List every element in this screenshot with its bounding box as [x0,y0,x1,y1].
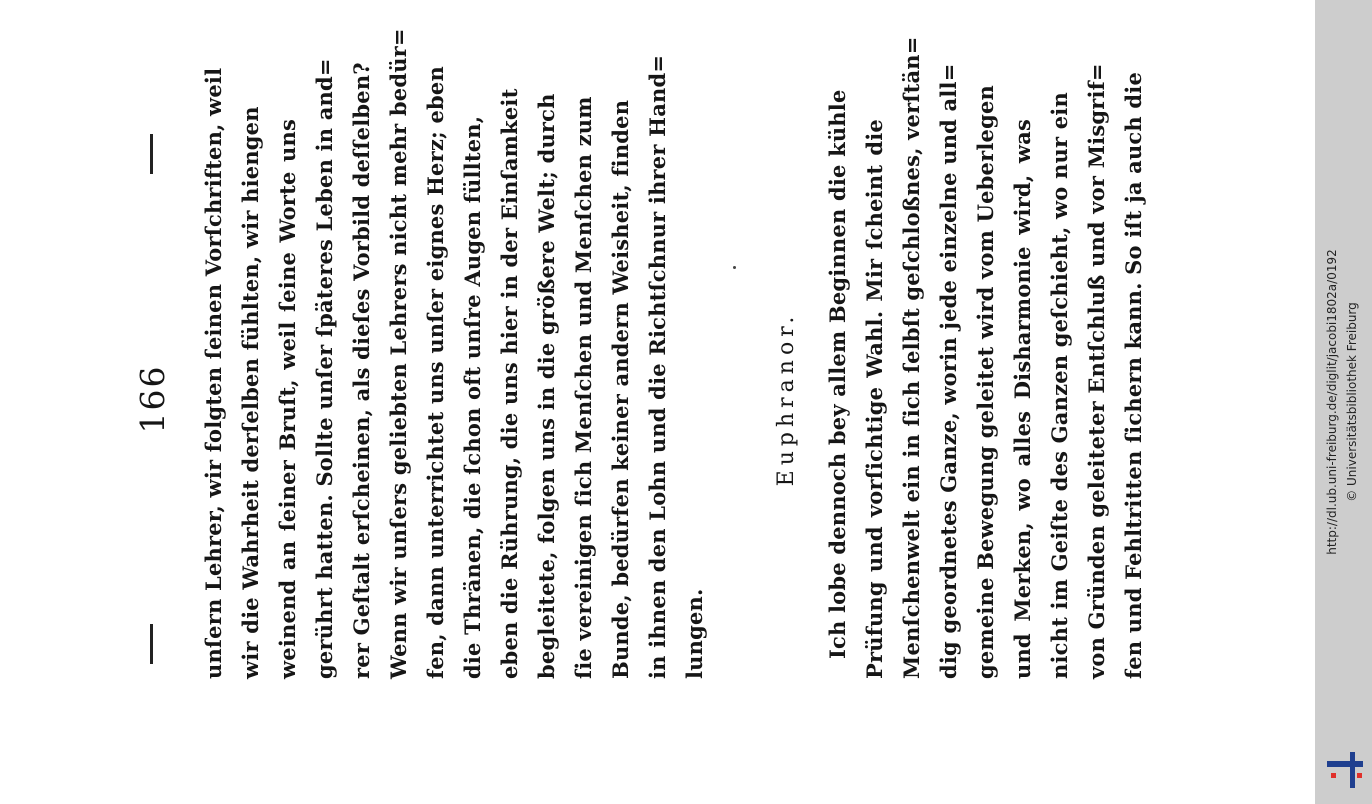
text-line: die Thränen, die ſchon oft unſre Augen füllten, [460,115,485,679]
copyright-notice: © Universitätsbibliothek Freiburg [1345,302,1359,502]
text-line: Menſchenwelt ein in ſich ſelbſt geſchloßnes, verſtän= [899,36,924,679]
text-line: fen und Fehltritten ſichern kann. So iſt ja auch die [1121,71,1146,679]
text-line: lungen. [682,588,707,679]
library-logo-icon [1323,748,1367,792]
library-sidebar [1315,0,1372,804]
text-line: begleitete, folgen uns in die größere Welt; durch [534,93,559,679]
text-line: Bunde, bedürfen keiner andern Weisheit, finden [608,99,633,679]
text-line: von Gründen geleiteter Entſchluß und vor Misgrif= [1084,63,1109,679]
text-line: Wenn wir unſers geliebten Lehrers nicht mehr bedür= [386,28,411,679]
credits-block [1315,0,1372,804]
text-line: in ihnen den Lohn und die Richtſchnur ihrer Hand= [645,54,670,679]
text-line: weinend an ſeiner Bruſt, weil ſeine Worte uns [275,119,300,679]
text-line: ſie vereinigen ſich Menſchen und Menſchen zum [571,96,596,679]
page-number: 166 [133,364,172,434]
text-line: unſern Lehrer, wir folgten ſeinen Vorſchriften, weil [201,67,226,679]
logo-bar [1327,761,1363,767]
permalink-url[interactable]: http://dl.ub.uni-freiburg.de/diglit/jacobi1802a/0192 [1325,249,1339,555]
text-line: Ich lobe dennoch bey allem Beginnen die kühle [825,89,850,659]
text-line: wir die Wahrheit derſelben fühlten, wir hiengen [238,106,263,679]
logo-stem [1350,752,1355,788]
header-dash-right [150,134,153,174]
text-line: und Merken, wo alles Disharmonie wird, was [1010,119,1035,679]
text-line: dig geordnetes Ganze, worin jede einzelne und all= [936,63,961,679]
logo-dot [1357,773,1362,778]
ink-speck [733,266,736,269]
text-line: fen, dann unterrichtet uns unſer eignes Herz; eben [423,66,448,679]
page-header [128,134,178,664]
speaker-name: Euphranor. [774,311,799,487]
text-line: gerührt hatten. Sollte unſer ſpäteres Leben in and= [312,58,337,679]
text-line: rer Geſtalt erſcheinen, als dieſes Vorbild deſſelben? [349,62,374,679]
logo-dot [1331,773,1336,778]
text-line: nicht im Geiſte des Ganzen geſchieht, wo nur ein [1047,92,1072,679]
text-line: gemeine Bewegung geleitet wird vom Ueberlegen [973,84,998,679]
text-line: Prüfung und vorſichtige Wahl. Mir ſcheint die [862,119,887,679]
text-line: eben die Rührung, die uns hier in der Einſamkeit [497,88,522,679]
